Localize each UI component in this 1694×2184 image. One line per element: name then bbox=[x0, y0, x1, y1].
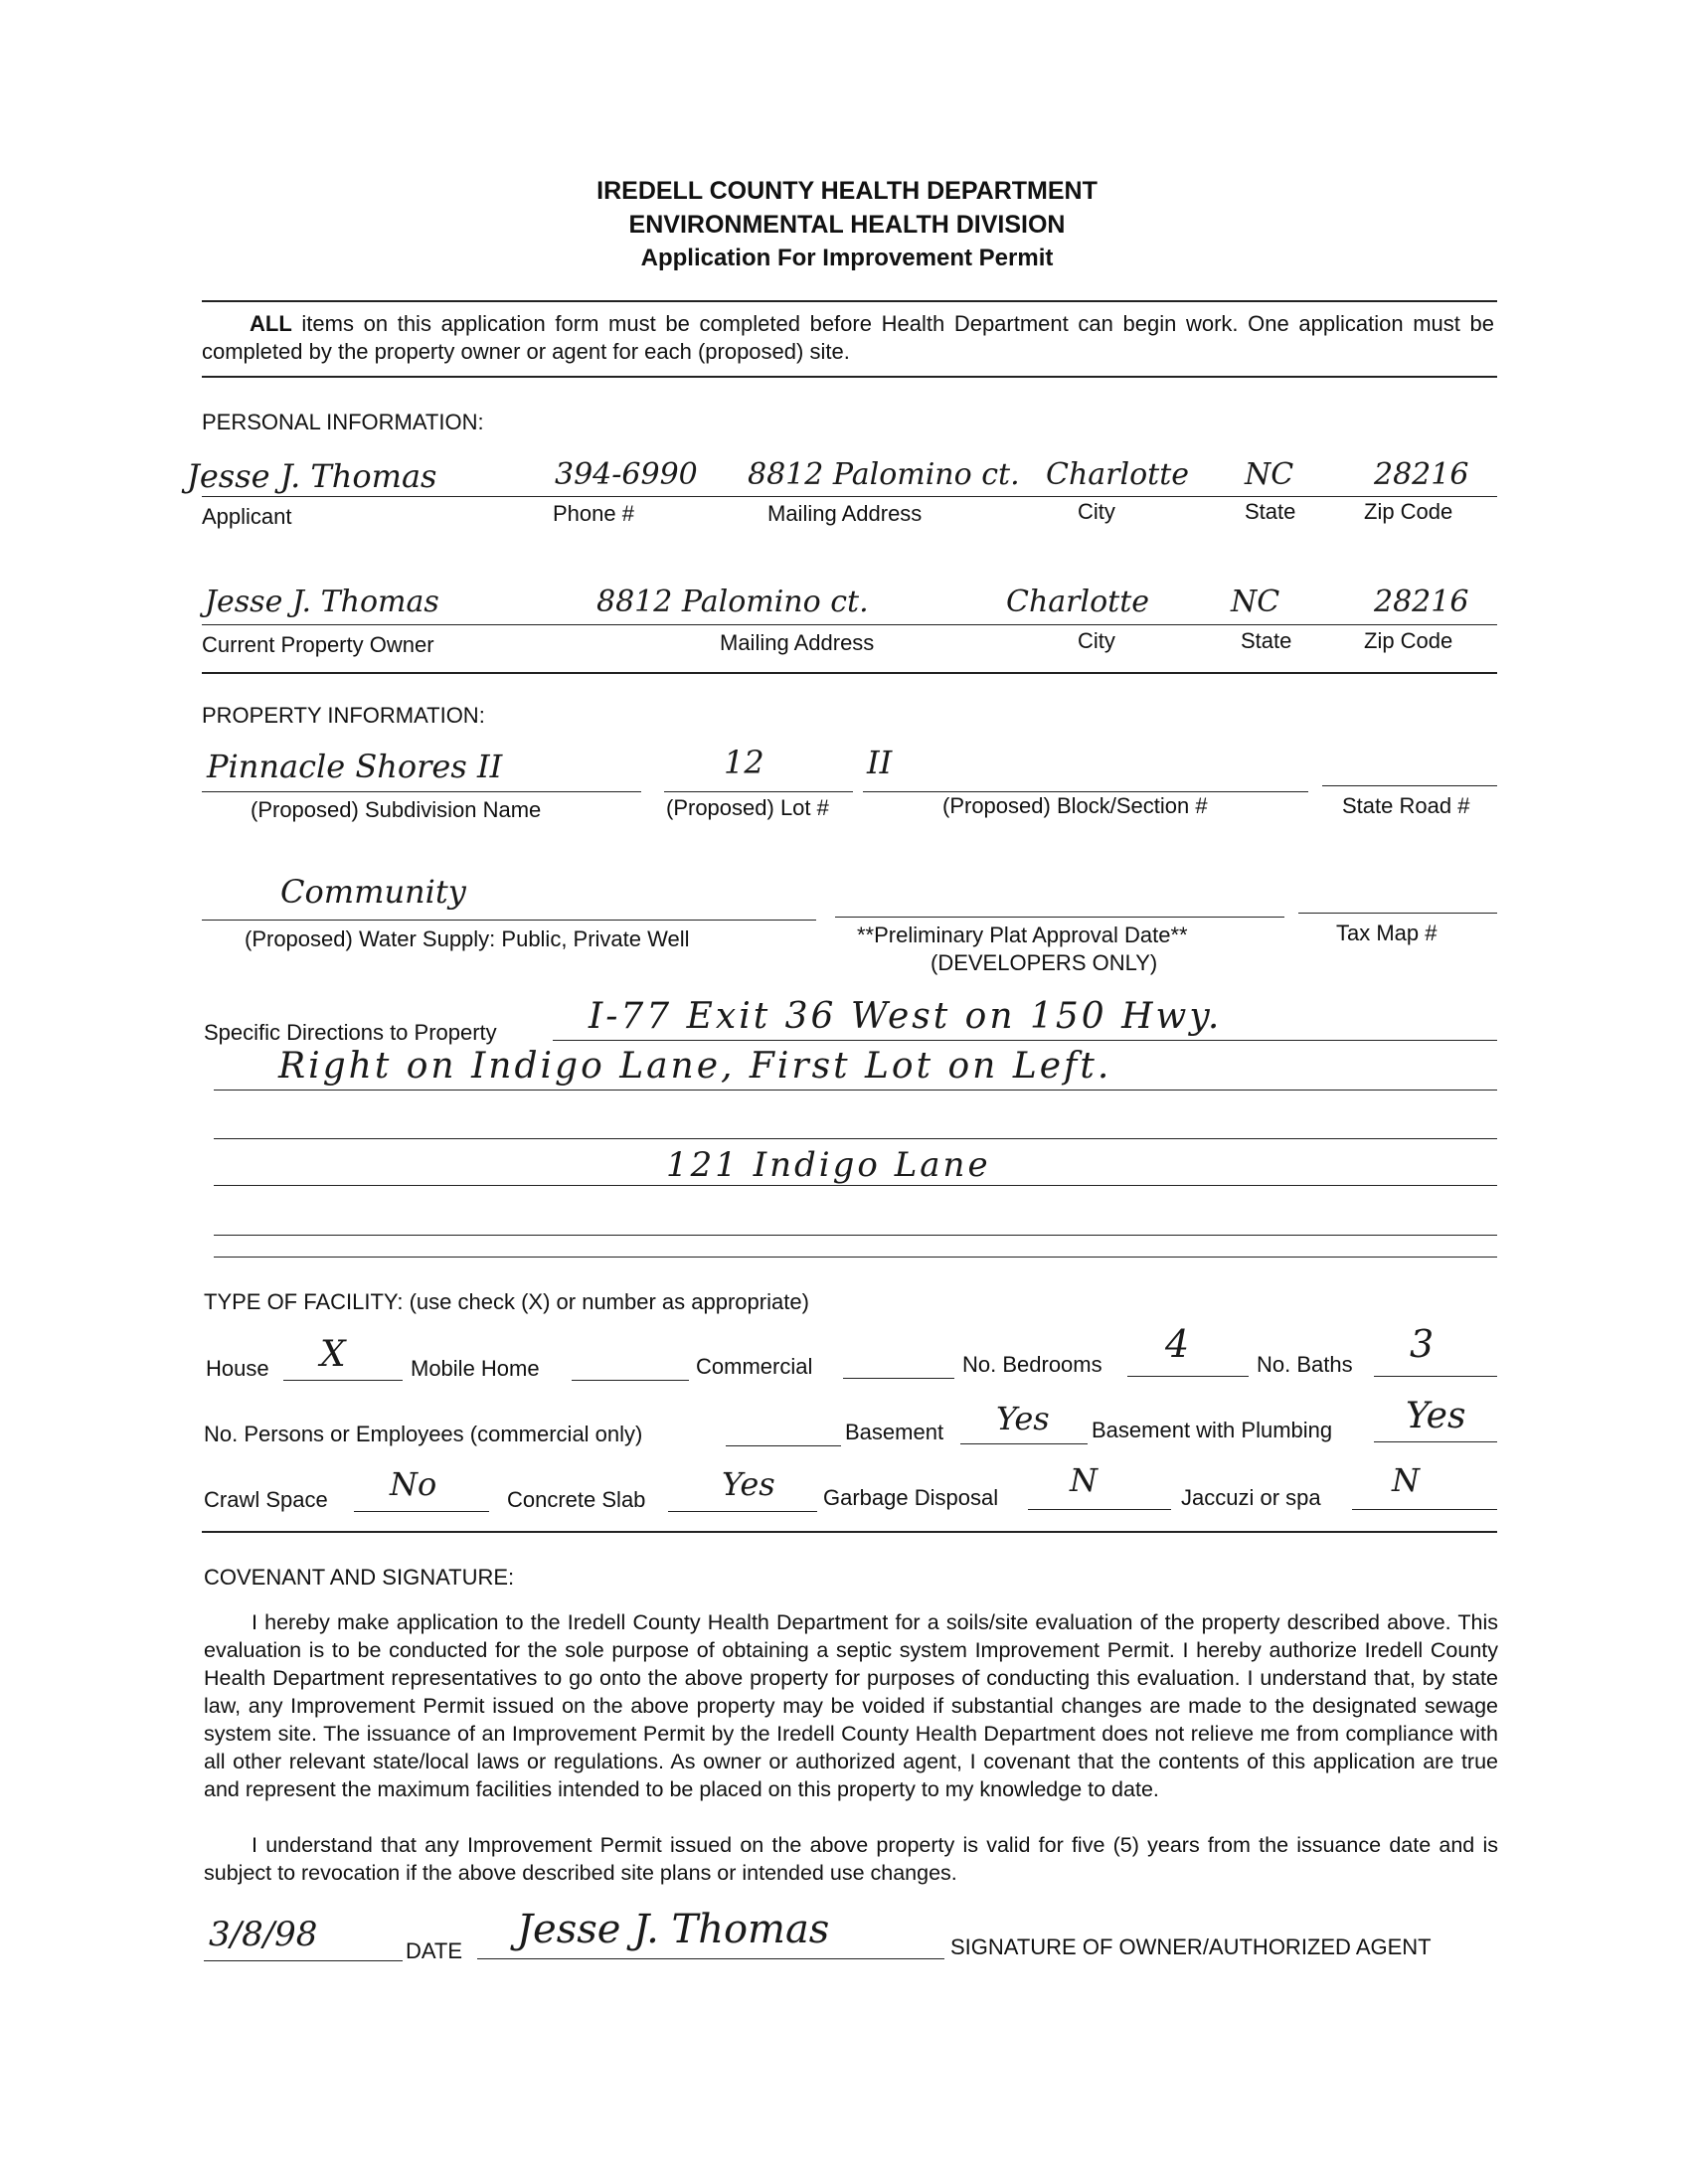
garbage-disposal-line bbox=[1028, 1509, 1171, 1510]
developers-only-label: (DEVELOPERS ONLY) bbox=[931, 950, 1158, 975]
division-title: ENVIRONMENTAL HEALTH DIVISION bbox=[628, 211, 1066, 239]
jacuzzi-label: Jaccuzi or spa bbox=[1181, 1485, 1321, 1510]
owner-line bbox=[202, 624, 1497, 625]
commercial-label: Commercial bbox=[696, 1354, 813, 1379]
directions-line-1 bbox=[553, 1040, 1497, 1041]
state-road-label: State Road # bbox=[1342, 793, 1470, 818]
applicant-zip-value[interactable]: 28216 bbox=[1374, 457, 1469, 492]
covenant-paragraph-2: I understand that any Improvement Permit issued on the above property is valid for five (5) years from the issuance date and is subject to revocation if the above described site plans or intended use changes. bbox=[204, 1833, 1498, 1885]
baths-line bbox=[1374, 1376, 1497, 1377]
concrete-slab-value[interactable]: Yes bbox=[722, 1465, 775, 1503]
zip-code-label: Zip Code bbox=[1364, 499, 1453, 524]
directions-value-3[interactable]: 121 Indigo Lane bbox=[666, 1145, 991, 1185]
plat-line bbox=[835, 917, 1284, 918]
directions-value-2[interactable]: Right on Indigo Lane, First Lot on Left. bbox=[278, 1046, 1112, 1087]
basement-plumbing-line bbox=[1374, 1441, 1497, 1442]
department-title: IREDELL COUNTY HEALTH DEPARTMENT bbox=[596, 177, 1098, 205]
owner-state-value[interactable]: NC bbox=[1231, 585, 1280, 619]
owner-address-value[interactable]: 8812 Palomino ct. bbox=[596, 585, 869, 619]
taxmap-line bbox=[1298, 913, 1497, 914]
block-label: (Proposed) Block/Section # bbox=[942, 793, 1208, 818]
owner-zip-value[interactable]: 28216 bbox=[1374, 585, 1469, 619]
directions-line-3 bbox=[214, 1138, 1497, 1139]
baths-value[interactable]: 3 bbox=[1410, 1322, 1435, 1366]
garbage-disposal-value[interactable]: N bbox=[1070, 1461, 1098, 1499]
applicant-state-value[interactable]: NC bbox=[1245, 457, 1294, 492]
property-info-heading: PROPERTY INFORMATION: bbox=[202, 703, 485, 728]
subdivision-value[interactable]: Pinnacle Shores II bbox=[207, 748, 503, 785]
garbage-disposal-label: Garbage Disposal bbox=[823, 1485, 999, 1510]
subdivision-line bbox=[202, 791, 641, 792]
city-label: City bbox=[1078, 499, 1115, 524]
applicant-phone-value[interactable]: 394-6990 bbox=[555, 457, 698, 492]
form-title: Application For Improvement Permit bbox=[640, 245, 1054, 271]
basement-plumbing-value[interactable]: Yes bbox=[1406, 1396, 1466, 1436]
signature-value[interactable]: Jesse J. Thomas bbox=[517, 1907, 830, 1952]
mobile-home-line bbox=[572, 1380, 689, 1381]
persons-label: No. Persons or Employees (commercial only) bbox=[204, 1422, 643, 1446]
plat-approval-label: **Preliminary Plat Approval Date** bbox=[857, 923, 1188, 947]
applicant-label: Applicant bbox=[202, 504, 292, 529]
signature-line bbox=[477, 1958, 944, 1959]
signature-label: SIGNATURE OF OWNER/AUTHORIZED AGENT bbox=[950, 1934, 1432, 1959]
owner-city-label: City bbox=[1078, 628, 1115, 653]
jacuzzi-line bbox=[1352, 1509, 1497, 1510]
personal-info-heading: PERSONAL INFORMATION: bbox=[202, 410, 484, 434]
subdivision-label: (Proposed) Subdivision Name bbox=[251, 797, 542, 822]
basement-line bbox=[960, 1443, 1088, 1444]
owner-state-label: State bbox=[1241, 628, 1292, 653]
owner-mailing-address-label: Mailing Address bbox=[720, 630, 875, 655]
applicant-address-value[interactable]: 8812 Palomino ct. bbox=[748, 457, 1020, 492]
house-value[interactable]: X bbox=[320, 1334, 346, 1375]
date-line bbox=[204, 1960, 403, 1961]
house-line bbox=[283, 1380, 403, 1381]
lot-line bbox=[664, 791, 853, 792]
water-line bbox=[202, 920, 816, 921]
lot-label: (Proposed) Lot # bbox=[666, 795, 829, 820]
concrete-slab-line bbox=[668, 1511, 817, 1512]
basement-plumbing-label: Basement with Plumbing bbox=[1092, 1418, 1333, 1442]
divider bbox=[202, 1531, 1497, 1533]
directions-line-6 bbox=[214, 1257, 1497, 1258]
directions-line-4 bbox=[214, 1185, 1497, 1186]
intro-emphasis: ALL bbox=[250, 311, 292, 336]
applicant-city-value[interactable]: Charlotte bbox=[1046, 457, 1190, 492]
owner-city-value[interactable]: Charlotte bbox=[1006, 585, 1150, 619]
directions-line-2 bbox=[214, 1090, 1497, 1091]
divider bbox=[202, 376, 1497, 378]
mailing-address-label: Mailing Address bbox=[767, 501, 923, 526]
basement-label: Basement bbox=[845, 1420, 944, 1444]
covenant-paragraph-1: I hereby make application to the Iredell County Health Department for a soils/site evaluation of the property described above. This evaluation is to be conducted for the sole purpose of obtaining a septic system Improvement Permit. I hereby authorize Iredell County Health Department representatives to go onto the above property for purposes of conducting this evaluation. I understand that, by state law, any Improvement Permit issued on the above property may be voided if substantial changes are made to the designated sewage system site. The issuance of an Improvement Permit by the Iredell County Health Department does not relieve me from compliance with all other relevant state/local laws or regulations. As owner or authorized agent, I covenant that the contents of this application are true and represent the maximum facilities intended to be placed on this property to my knowledge to date. bbox=[204, 1610, 1498, 1801]
phone-label: Phone # bbox=[553, 501, 634, 526]
house-label: House bbox=[206, 1356, 269, 1381]
owner-zip-code-label: Zip Code bbox=[1364, 628, 1453, 653]
bedrooms-value[interactable]: 4 bbox=[1165, 1322, 1190, 1366]
crawl-space-label: Crawl Space bbox=[204, 1487, 328, 1512]
concrete-slab-label: Concrete Slab bbox=[507, 1487, 646, 1512]
road-line bbox=[1322, 785, 1497, 786]
facility-heading: TYPE OF FACILITY: (use check (X) or number as appropriate) bbox=[204, 1289, 809, 1314]
divider bbox=[202, 672, 1497, 674]
state-label: State bbox=[1245, 499, 1296, 524]
covenant-heading: COVENANT AND SIGNATURE: bbox=[204, 1565, 515, 1590]
jacuzzi-value[interactable]: N bbox=[1392, 1461, 1420, 1499]
water-supply-label: (Proposed) Water Supply: Public, Private Well bbox=[245, 926, 690, 951]
crawl-space-line bbox=[354, 1511, 489, 1512]
intro-text bbox=[202, 310, 1494, 366]
water-supply-value[interactable]: Community bbox=[280, 873, 466, 911]
applicant-name-value[interactable]: Jesse J. Thomas bbox=[187, 457, 437, 495]
intro-body: items on this application form must be completed before Health Department can begin work. One application must be completed by the property owner or agent for each (proposed) site. bbox=[202, 311, 1494, 364]
crawl-space-value[interactable]: No bbox=[390, 1465, 437, 1503]
basement-value[interactable]: Yes bbox=[996, 1400, 1050, 1437]
date-value[interactable]: 3/8/98 bbox=[209, 1915, 318, 1954]
block-line bbox=[863, 791, 1308, 792]
directions-line-5 bbox=[214, 1235, 1497, 1236]
divider bbox=[202, 300, 1497, 302]
bedrooms-line bbox=[1127, 1376, 1249, 1377]
lot-value[interactable]: 12 bbox=[724, 744, 764, 781]
persons-line bbox=[726, 1445, 841, 1446]
date-label: DATE bbox=[406, 1938, 463, 1963]
bedrooms-label: No. Bedrooms bbox=[962, 1352, 1102, 1377]
block-value[interactable]: II bbox=[867, 744, 893, 781]
owner-name-value[interactable]: Jesse J. Thomas bbox=[205, 585, 439, 619]
baths-label: No. Baths bbox=[1257, 1352, 1353, 1377]
commercial-line bbox=[843, 1378, 954, 1379]
current-owner-label: Current Property Owner bbox=[202, 632, 434, 657]
mobile-home-label: Mobile Home bbox=[411, 1356, 540, 1381]
directions-label: Specific Directions to Property bbox=[204, 1020, 497, 1045]
applicant-line bbox=[202, 496, 1497, 497]
tax-map-label: Tax Map # bbox=[1336, 921, 1438, 945]
directions-value-1[interactable]: I-77 Exit 36 West on 150 Hwy. bbox=[589, 996, 1223, 1037]
